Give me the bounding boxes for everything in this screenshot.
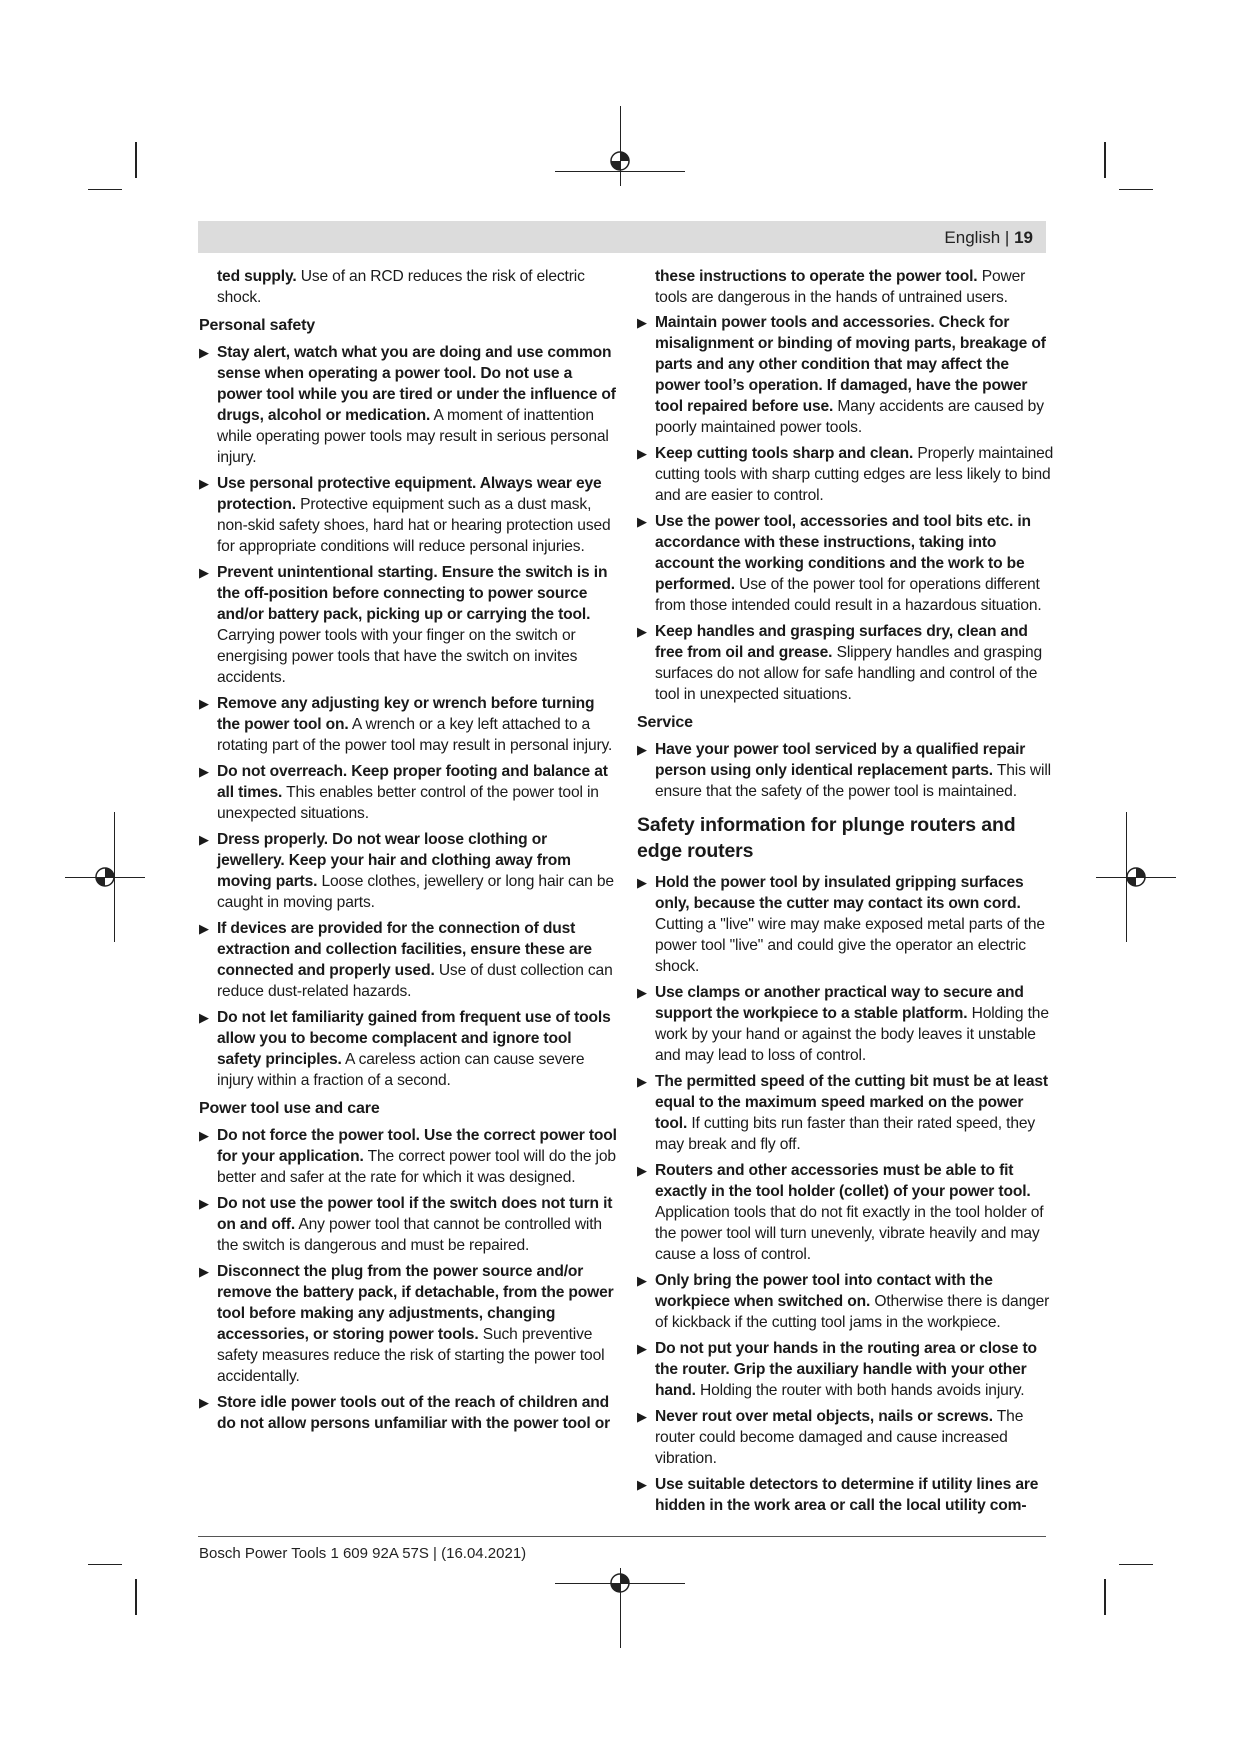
- page-header: [944, 228, 1033, 248]
- list-item: [637, 872, 1055, 977]
- item-instruction: Use the power tool, accessories and tool bits etc. in accordance with these instructions, taking into account the working conditions and the work to be performed.: [655, 513, 1031, 593]
- registration-target-icon: [1125, 866, 1147, 888]
- item-explanation: Carrying power tools with your finger on the switch or energising power tools that have the switch on invites accidents.: [217, 627, 578, 686]
- power-tool-care-list: [637, 312, 1055, 705]
- list-item: [637, 1406, 1055, 1469]
- item-explanation: Any power tool that cannot be controlled with the switch is dangerous and must be repaired.: [217, 1216, 602, 1254]
- bullet-arrow-icon: ▶: [637, 1409, 647, 1424]
- item-explanation: This will ensure that the safety of the power tool is maintained.: [655, 762, 1051, 800]
- continuation-paragraph: these instructions to operate the power tool. Power tools are dangerous in the hands of untrained users.: [655, 268, 1026, 306]
- bullet-arrow-icon: ▶: [637, 446, 647, 461]
- bullet-arrow-icon: ▶: [637, 985, 647, 1000]
- section-title-routers: Safety information for plunge routers and edge routers: [637, 814, 1016, 862]
- bullet-arrow-icon: ▶: [637, 1341, 647, 1356]
- item-explanation: Such preventive safety measures reduce the risk of starting the power tool accidentally.: [217, 1326, 605, 1385]
- bullet-arrow-icon: ▶: [637, 742, 647, 757]
- crop-mark: [1104, 1579, 1106, 1615]
- page-number: 19: [1014, 228, 1033, 247]
- continuation-paragraph: ted supply. Use of an RCD reduces the risk of electric shock.: [217, 268, 585, 306]
- item-instruction: Keep cutting tools sharp and clean.: [655, 445, 914, 462]
- crop-mark: [135, 142, 137, 178]
- item-explanation: If cutting bits run faster than their rated speed, they may break and fly off.: [655, 1115, 1036, 1153]
- section-heading-power-tool-use: Power tool use and care: [199, 1100, 380, 1117]
- item-explanation: Holding the work by your hand or against the body leaves it unstable and may lead to loss of control.: [655, 1005, 1049, 1064]
- item-instruction: Dress properly. Do not wear loose clothing or jewellery. Keep your hair and clothing away from moving parts.: [217, 831, 571, 890]
- list-item: [199, 918, 617, 1002]
- bullet-arrow-icon: ▶: [199, 764, 209, 779]
- bullet-arrow-icon: ▶: [637, 624, 647, 639]
- list-item: [637, 443, 1055, 506]
- list-item: [199, 1007, 617, 1091]
- header-band: [198, 221, 1046, 253]
- item-instruction: Only bring the power tool into contact with the workpiece when switched on.: [655, 1272, 993, 1310]
- bullet-arrow-icon: ▶: [637, 514, 647, 529]
- item-instruction: Never rout over metal objects, nails or screws.: [655, 1408, 993, 1425]
- list-item: [637, 739, 1055, 802]
- item-instruction: Routers and other accessories must be able to fit exactly in the tool holder (collet) of your power tool.: [655, 1162, 1031, 1200]
- item-instruction: Remove any adjusting key or wrench before turning the power tool on.: [217, 695, 595, 733]
- item-instruction: Do not put your hands in the routing area or close to the router. Grip the auxiliary handle with your other hand.: [655, 1340, 1037, 1399]
- item-instruction: Do not use the power tool if the switch does not turn it on and off.: [217, 1195, 613, 1233]
- item-explanation: Use of the power tool for operations different from those intended could result in a hazardous situation.: [655, 576, 1042, 614]
- list-item: [199, 342, 617, 468]
- power-tool-use-list: [199, 1125, 617, 1434]
- item-explanation: The router could become damaged and cause increased vibration.: [655, 1408, 1024, 1467]
- item-instruction: Keep handles and grasping surfaces dry, clean and free from oil and grease.: [655, 623, 1028, 661]
- registration-target-icon: [94, 866, 116, 888]
- list-item: [199, 761, 617, 824]
- service-list: [637, 739, 1055, 802]
- bullet-arrow-icon: ▶: [199, 565, 209, 580]
- section-heading-personal-safety: Personal safety: [199, 317, 316, 334]
- bullet-arrow-icon: ▶: [199, 345, 209, 360]
- item-explanation: Holding the router with both hands avoids injury.: [700, 1382, 1025, 1399]
- footer-rule: [198, 1536, 1046, 1537]
- personal-safety-list: [199, 342, 617, 1091]
- item-instruction: Hold the power tool by insulated gripping surfaces only, because the cutter may contact its own cord.: [655, 874, 1024, 912]
- item-instruction: Stay alert, watch what you are doing and use common sense when operating a power tool. Do not use a power tool while you are tired or under the influence of drugs, alcohol or medication.: [217, 344, 616, 424]
- list-item: [637, 1474, 1055, 1516]
- list-item: [637, 1270, 1055, 1333]
- item-explanation: The correct power tool will do the job better and safer at the rate for which it was designed.: [217, 1148, 616, 1186]
- item-instruction: Prevent unintentional starting. Ensure the switch is in the off-position before connecting to power source and/or battery pack, picking up or carrying the tool.: [217, 564, 608, 623]
- bullet-arrow-icon: ▶: [637, 1477, 647, 1492]
- crop-mark: [1104, 142, 1106, 178]
- list-item: [637, 1338, 1055, 1401]
- registration-target-icon: [609, 150, 631, 172]
- bullet-arrow-icon: ▶: [199, 476, 209, 491]
- item-explanation: Use of dust collection can reduce dust-related hazards.: [217, 962, 613, 1000]
- bullet-arrow-icon: ▶: [637, 1074, 647, 1089]
- item-instruction: Have your power tool serviced by a qualified repair person using only identical replacement parts.: [655, 741, 1026, 779]
- list-item: [637, 621, 1055, 705]
- item-instruction: Do not let familiarity gained from frequent use of tools allow you to become complacent and ignore tool safety principles.: [217, 1009, 611, 1068]
- item-explanation: Slippery handles and grasping surfaces do not allow for safe handling and control of the tool in unexpected situations.: [655, 644, 1043, 703]
- item-explanation: Otherwise there is danger of kickback if the cutting tool jams in the workpiece.: [655, 1293, 1050, 1331]
- item-explanation: Many accidents are caused by poorly maintained power tools.: [655, 398, 1044, 436]
- footer-imprint: Bosch Power Tools 1 609 92A 57S | (16.04.2021): [199, 1545, 527, 1562]
- item-instruction: Store idle power tools out of the reach of children and do not allow persons unfamiliar with the power tool or: [217, 1394, 611, 1432]
- bullet-arrow-icon: ▶: [199, 696, 209, 711]
- list-item: [637, 511, 1055, 616]
- list-item: [637, 982, 1055, 1066]
- item-explanation: Protective equipment such as a dust mask, non-skid safety shoes, hard hat or hearing protection used for appropriate conditions will reduce personal injuries.: [217, 496, 611, 555]
- router-safety-list: [637, 872, 1055, 1516]
- item-instruction: The permitted speed of the cutting bit must be at least equal to the maximum speed marked on the power tool.: [655, 1073, 1048, 1132]
- crop-mark: [1119, 189, 1153, 190]
- right-column: [637, 266, 1055, 1521]
- crop-mark: [135, 1579, 137, 1615]
- header-language: English: [944, 228, 1001, 247]
- bullet-arrow-icon: ▶: [199, 1196, 209, 1211]
- item-explanation: Application tools that do not fit exactly in the tool holder of the power tool will turn unevenly, vibrate heavily and may cause a loss of control.: [655, 1204, 1044, 1263]
- bullet-arrow-icon: ▶: [199, 1128, 209, 1143]
- list-item: [199, 1193, 617, 1256]
- bullet-arrow-icon: ▶: [637, 1163, 647, 1178]
- section-heading-service: Service: [637, 714, 693, 731]
- bullet-arrow-icon: ▶: [199, 1010, 209, 1025]
- item-explanation: A wrench or a key left attached to a rotating part of the power tool may result in personal injury.: [217, 716, 613, 754]
- bullet-arrow-icon: ▶: [637, 1273, 647, 1288]
- bullet-arrow-icon: ▶: [199, 1395, 209, 1410]
- item-explanation: Cutting a "live" wire may make exposed metal parts of the power tool "live" and could give the operator an electric shock.: [655, 916, 1045, 975]
- list-item: [199, 1125, 617, 1188]
- list-item: [199, 562, 617, 688]
- item-explanation: A moment of inattention while operating power tools may result in serious personal injury.: [217, 407, 609, 466]
- registration-target-icon: [609, 1572, 631, 1594]
- bullet-arrow-icon: ▶: [199, 921, 209, 936]
- bullet-arrow-icon: ▶: [637, 315, 647, 330]
- item-instruction: Do not force the power tool. Use the correct power tool for your application.: [217, 1127, 617, 1165]
- list-item: [637, 1071, 1055, 1155]
- item-instruction: Do not overreach. Keep proper footing and balance at all times.: [217, 763, 608, 801]
- bullet-arrow-icon: ▶: [199, 1264, 209, 1279]
- item-instruction: Use personal protective equipment. Always wear eye protection.: [217, 475, 602, 513]
- item-instruction: If devices are provided for the connection of dust extraction and collection facilities, ensure these are connected and properly used.: [217, 920, 592, 979]
- item-explanation: This enables better control of the power tool in unexpected situations.: [217, 784, 599, 822]
- list-item: [637, 1160, 1055, 1265]
- list-item: [199, 1261, 617, 1387]
- left-column: [199, 266, 617, 1439]
- list-item: [199, 473, 617, 557]
- crop-mark: [88, 1564, 122, 1565]
- item-instruction: Use suitable detectors to determine if utility lines are hidden in the work area or call the local utility com-: [655, 1476, 1039, 1514]
- item-explanation: A careless action can cause severe injury within a fraction of a second.: [217, 1051, 585, 1089]
- list-item: [199, 1392, 617, 1434]
- list-item: [199, 693, 617, 756]
- item-explanation: Loose clothes, jewellery or long hair can be caught in moving parts.: [217, 873, 614, 911]
- item-instruction: Disconnect the plug from the power source and/or remove the battery pack, if detachable, from the power tool before making any adjustments, changing accessories, or storing power tools.: [217, 1263, 614, 1343]
- list-item: [199, 829, 617, 913]
- item-instruction: Maintain power tools and accessories. Check for misalignment or binding of moving parts, breakage of parts and any other condition that may affect the power tool’s operation. If damaged, have the power tool repaired before use.: [655, 314, 1046, 415]
- crop-mark: [1119, 1564, 1153, 1565]
- list-item: [637, 312, 1055, 438]
- bullet-arrow-icon: ▶: [199, 832, 209, 847]
- crop-mark: [88, 189, 122, 190]
- registration-line: [620, 106, 621, 186]
- header-separator: |: [1004, 228, 1010, 247]
- bullet-arrow-icon: ▶: [637, 875, 647, 890]
- item-explanation: Properly maintained cutting tools with sharp cutting edges are less likely to bind and are easier to control.: [655, 445, 1054, 504]
- item-instruction: Use clamps or another practical way to secure and support the workpiece to a stable platform.: [655, 984, 1024, 1022]
